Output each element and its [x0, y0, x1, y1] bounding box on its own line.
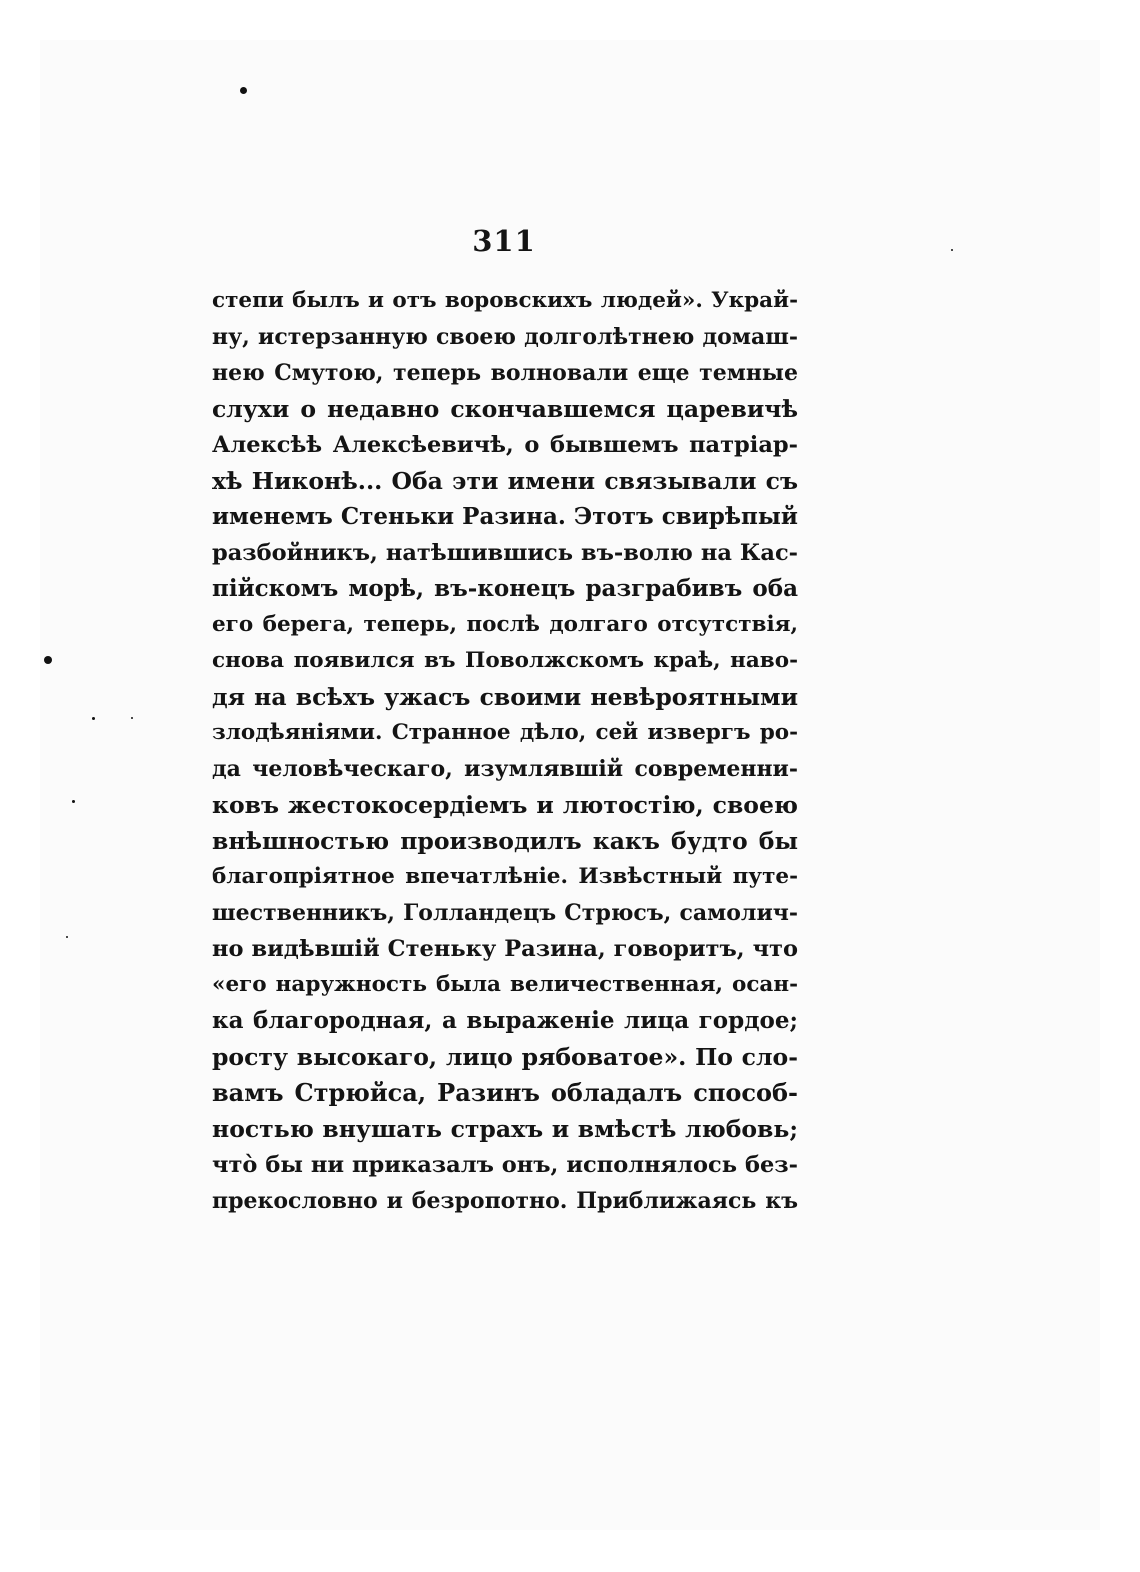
text-line: хѣ Никонѣ... Оба эти имени связывали съ: [212, 467, 798, 495]
text-line: ка благородная, а выраженіе лица гордое;: [212, 1007, 798, 1034]
text-line: его берега, теперь, послѣ долгаго отсутствія,: [212, 612, 798, 637]
text-line: разбойникъ, натѣшившись въ-волю на Кас-: [212, 540, 798, 566]
text-line: «его наружность была величественная, осан-: [212, 972, 798, 997]
text-line: степи былъ и отъ воровскихъ людей». Украй-: [212, 288, 798, 313]
ink-speck: [66, 936, 68, 938]
text-line: слухи о недавно скончавшемся царевичѣ: [212, 395, 798, 423]
text-line: ковъ жестокосердіемъ и лютостію, своею: [212, 791, 798, 819]
ink-speck: [92, 717, 95, 720]
text-line: росту высокаго, лицо рябоватое». По сло-: [212, 1043, 798, 1071]
ink-speck: [131, 717, 133, 719]
text-line: нею Смутою, теперь волновали еще темные: [212, 360, 798, 386]
text-line: дя на всѣхъ ужасъ своими невѣроятными: [212, 683, 798, 711]
text-line: пійскомъ морѣ, въ-конецъ разграбивъ оба: [212, 575, 798, 602]
text-line: злодѣяніями. Странное дѣло, сей извергъ ро-: [212, 720, 798, 745]
text-line: именемъ Стеньки Разина. Этотъ свирѣпый: [212, 503, 798, 530]
text-line: но видѣвшій Стеньку Разина, говоритъ, что: [212, 936, 798, 962]
text-line: Алексѣѣ Алексѣевичѣ, о бывшемъ патріар-: [212, 432, 798, 458]
body-text: [212, 283, 798, 1219]
text-line: вамъ Стрюйса, Разинъ обладалъ способ-: [212, 1078, 798, 1107]
text-line: ну, истерзанную своею долголѣтнею домаш-: [212, 324, 798, 350]
text-line: шественникъ, Голландецъ Стрюсъ, самолич-: [212, 900, 798, 926]
text-line: что̀ бы ни приказалъ онъ, исполнялось без-: [212, 1152, 798, 1178]
page-number: 311: [472, 224, 536, 258]
ink-speck: [240, 87, 247, 94]
text-line: благопріятное впечатлѣніе. Извѣстный путе-: [212, 864, 798, 889]
text-line: прекословно и безропотно. Приближаясь къ: [212, 1188, 798, 1214]
text-line: ностью внушать страхъ и вмѣстѣ любовь;: [212, 1115, 798, 1143]
ink-speck: [72, 800, 75, 803]
text-line: внѣшностью производилъ какъ будто бы: [212, 827, 798, 855]
text-line: снова появился въ Поволжскомъ краѣ, наво-: [212, 648, 798, 673]
ink-speck: [44, 656, 52, 664]
text-line: да человѣческаго, изумлявшій современни-: [212, 756, 798, 782]
